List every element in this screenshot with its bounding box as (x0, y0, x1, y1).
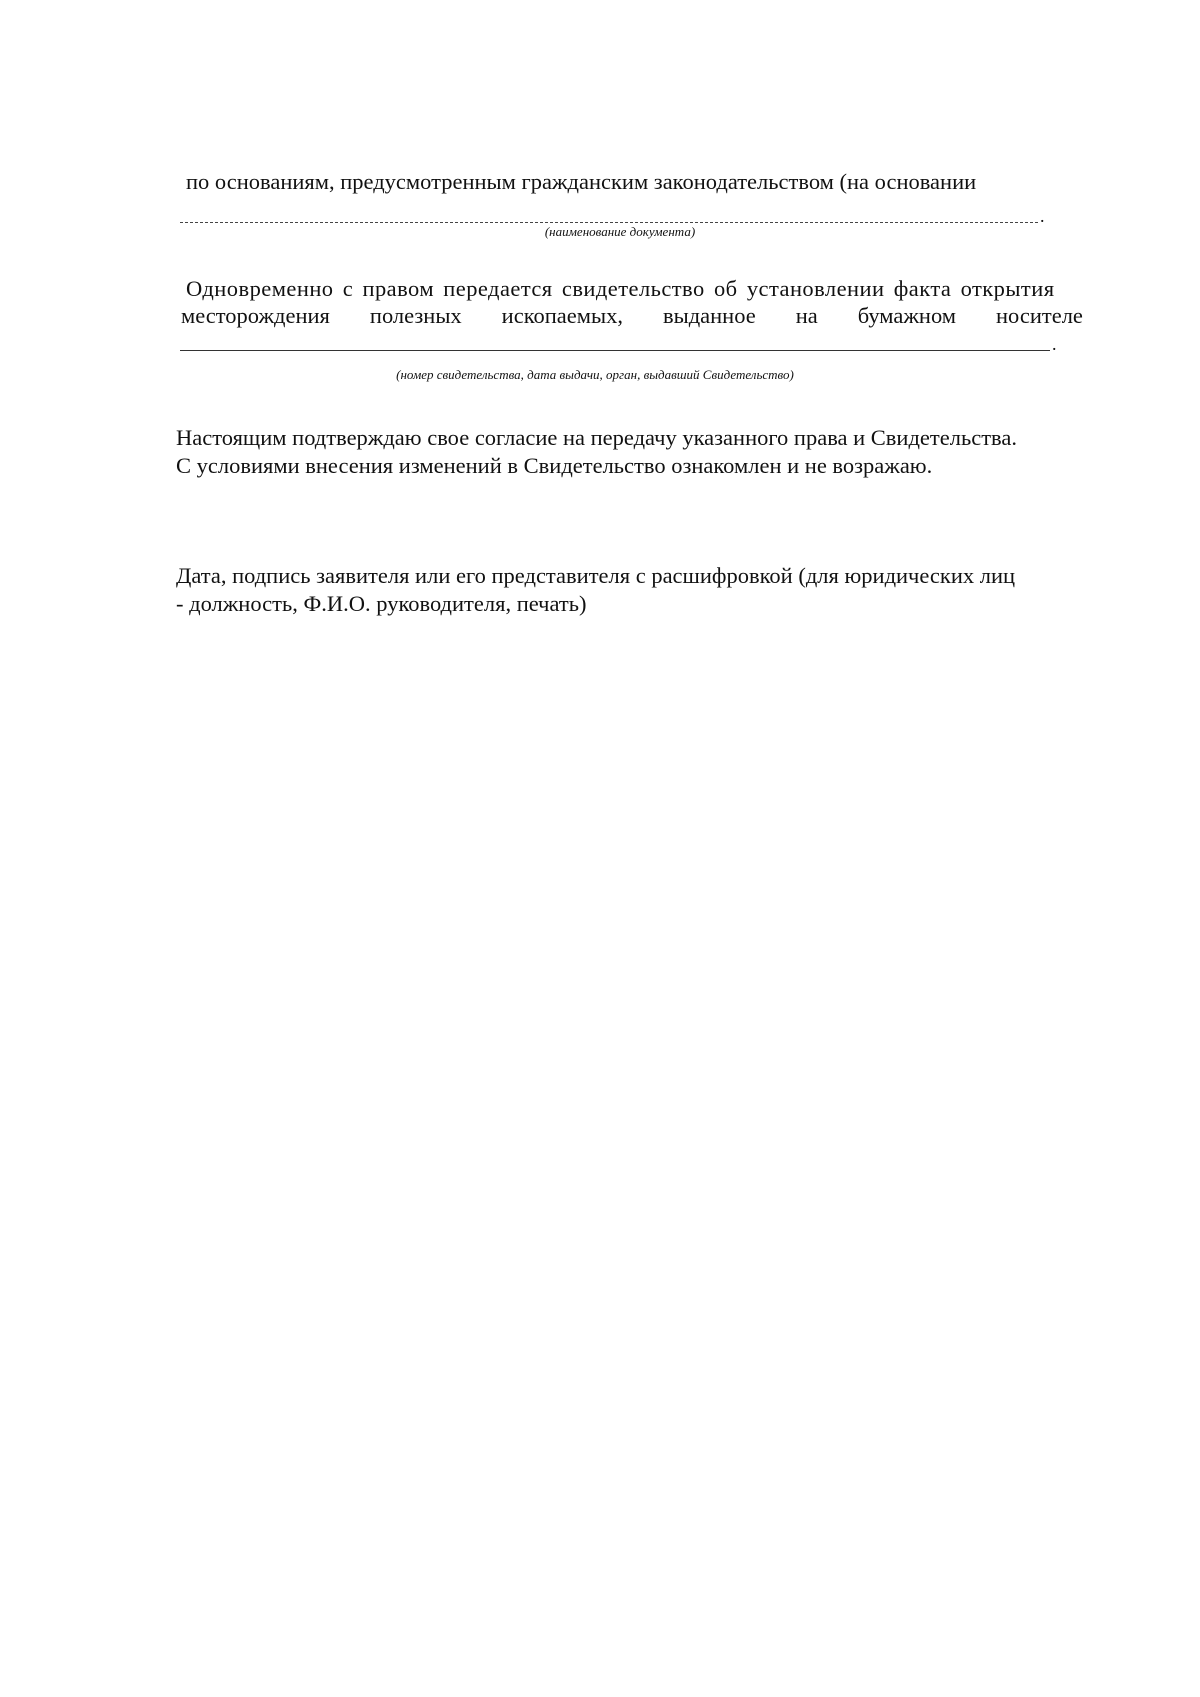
word: полезных (369, 303, 462, 328)
word: на (795, 303, 818, 328)
consent-text-line1: Настоящим подтверждаю свое согласие на передачу указанного права и Свидетельства. (176, 425, 1017, 450)
signature-instructions-line2: - должность, Ф.И.О. руководителя, печать) (176, 591, 587, 616)
certificate-details-field-end: . (1052, 334, 1057, 354)
document-name-caption: (наименование документа) (544, 224, 696, 239)
certificate-details-caption: (номер свидетельства, дата выдачи, орган, выдавший Свидетельство) (396, 367, 794, 382)
consent-text-line2: С условиями внесения изменений в Свидетельство ознакомлен и не возражаю. (176, 453, 933, 478)
certificate-transfer-text-line2 (181, 302, 1083, 330)
document-name-field-end: . (1040, 206, 1045, 226)
word: выданное (662, 303, 756, 328)
word: носителе (996, 303, 1083, 328)
basis-text: по основаниям, предусмотренным гражданским законодательством (на основании (186, 169, 977, 194)
word: бумажном (857, 303, 957, 328)
certificate-details-field-line[interactable] (180, 350, 1050, 351)
signature-instructions-line1: Дата, подпись заявителя или его представителя с расшифровкой (для юридических лиц (176, 563, 1016, 588)
word: ископаемых, (501, 303, 623, 328)
word: месторождения (181, 303, 330, 328)
certificate-transfer-text: Одновременно с правом передается свидетельство об установлении факта открытия (186, 276, 1055, 301)
document-name-field-line[interactable] (180, 222, 1038, 223)
